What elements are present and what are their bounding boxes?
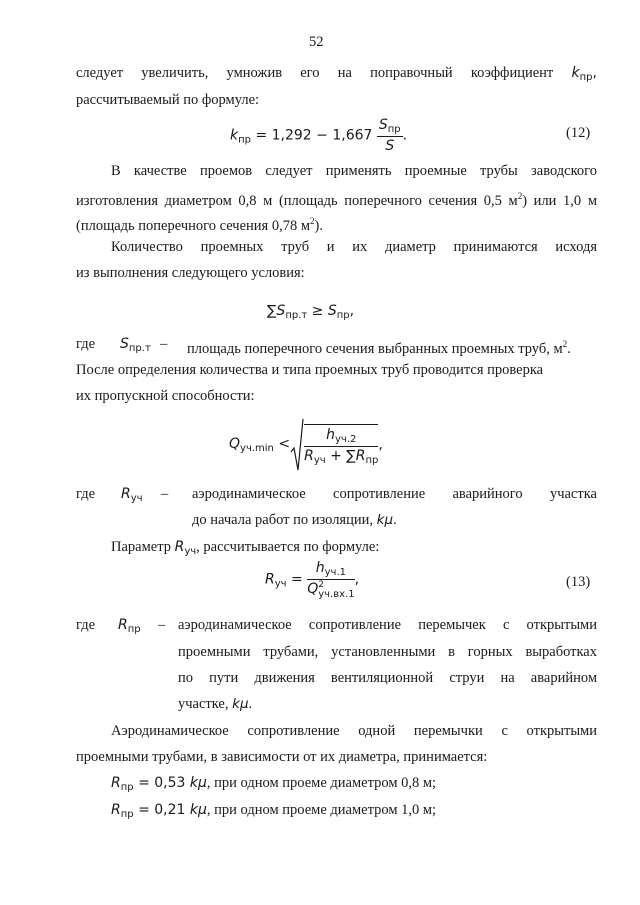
sum-condition: $\sum S_{пр.т} \ge S_{пр}$,	[267, 303, 355, 321]
where2-word: аварийного	[452, 486, 523, 502]
p3-line1: Количество проемных труб и их диаметр принимаются исходя	[111, 239, 597, 255]
p1-word: коэффициент	[470, 65, 554, 81]
p6-line1: Аэродинамическое сопротивление одной перемычки с открытыми	[111, 723, 597, 739]
p3-line2: из выполнения следующего условия:	[76, 265, 305, 281]
where1-text: площадь поперечного сечения выбранных проемных труб, $м^2$.	[187, 339, 571, 357]
p1-word: на	[337, 65, 352, 81]
where3-dash: –	[158, 617, 166, 633]
p2-line2: изготовления диаметром 0,8 м (площадь поперечного сечения 0,5 $м^2$) или 1,0 м	[76, 191, 597, 209]
equation-13: $R_{уч}$ = $h_{уч.1}$ Q 2 уч.вх.1 ,	[265, 560, 360, 600]
r-pr-value-2: $R_{пр} = 0,21$ kμ, при одном проеме диаметром 1,0 м;	[111, 802, 437, 820]
square-root: $\frac{h_{уч.2}}{R_{уч} + \sum R_{пр}}$	[290, 418, 378, 472]
p4-line2: их пропускной способности:	[76, 388, 255, 404]
p6-line2: проемными трубами, в зависимости от их диаметра, принимается:	[76, 749, 488, 765]
equation-12: $k_{пр} = 1,292 - 1,667$ $\frac{S_{пр}}{S}$ .	[230, 117, 408, 154]
where2-var: $R_{уч}$	[121, 486, 143, 504]
where3-line2: проемными трубами, установленными в горных выработках	[178, 644, 597, 660]
r-pr-value-1: $R_{пр} = 0,53$ kμ, при одном проеме диаметром 0,8 м;	[111, 775, 437, 793]
p1-word: следует	[76, 65, 124, 81]
eq12-fraction: $\frac{S_{пр}}{S}$	[378, 117, 401, 154]
p2-line1: В качестве проемов следует применять проемные трубы заводского	[111, 163, 597, 179]
radical-sign-icon	[290, 418, 304, 472]
where3-line1: аэродинамическое сопротивление перемычек с открытыми	[178, 617, 597, 633]
where3-lead: где	[76, 617, 96, 633]
equation-number-13: (13)	[566, 574, 591, 590]
where1-dash: –	[160, 336, 168, 352]
page-number: 52	[309, 34, 324, 50]
p1-line1	[76, 64, 597, 87]
eq13-fraction: $h_{уч.1}$ Q 2 уч.вх.1	[307, 560, 355, 600]
p1-word: поправочный	[370, 65, 453, 81]
where1-lead: где	[76, 336, 96, 352]
p1-word: умножив	[226, 65, 283, 81]
where2-dash: –	[161, 486, 169, 502]
p1-word: увеличить,	[141, 65, 209, 81]
where3-line3: по пути движения вентиляционной струи на аварийном	[178, 670, 597, 686]
flow-inequality: $Q_{уч.min}$ < $\frac{h_{уч.2}}{R_{уч} + \sum R_{пр}}$ ,	[229, 418, 383, 476]
where2-line1	[192, 485, 597, 503]
p1-word: его	[300, 65, 320, 81]
where2-line2: до начала работ по изоляции, kμ.	[192, 512, 397, 528]
where2-word: сопротивление	[333, 486, 426, 502]
where2-word: аэродинамическое	[192, 486, 306, 502]
where1-var: $S_{пр.т}$	[120, 336, 151, 354]
k-pr-inline: $k_{пр}$,	[571, 65, 597, 83]
where3-line4: участке, kμ.	[178, 696, 253, 712]
p4-line1: После определения количества и типа проемных труб проводится проверка	[76, 362, 544, 378]
p1-line2: рассчитываемый по формуле:	[76, 92, 260, 108]
where2-word: участка	[549, 486, 597, 502]
where3-var: $R_{пр}$	[118, 617, 141, 635]
equation-number-12: (12)	[566, 125, 591, 141]
where2-lead: где	[76, 486, 96, 502]
p2-line3: (площадь поперечного сечения 0,78 $м^2$).	[76, 216, 323, 234]
p5-line: Параметр $R_{уч}$, рассчитывается по формуле:	[111, 539, 380, 557]
